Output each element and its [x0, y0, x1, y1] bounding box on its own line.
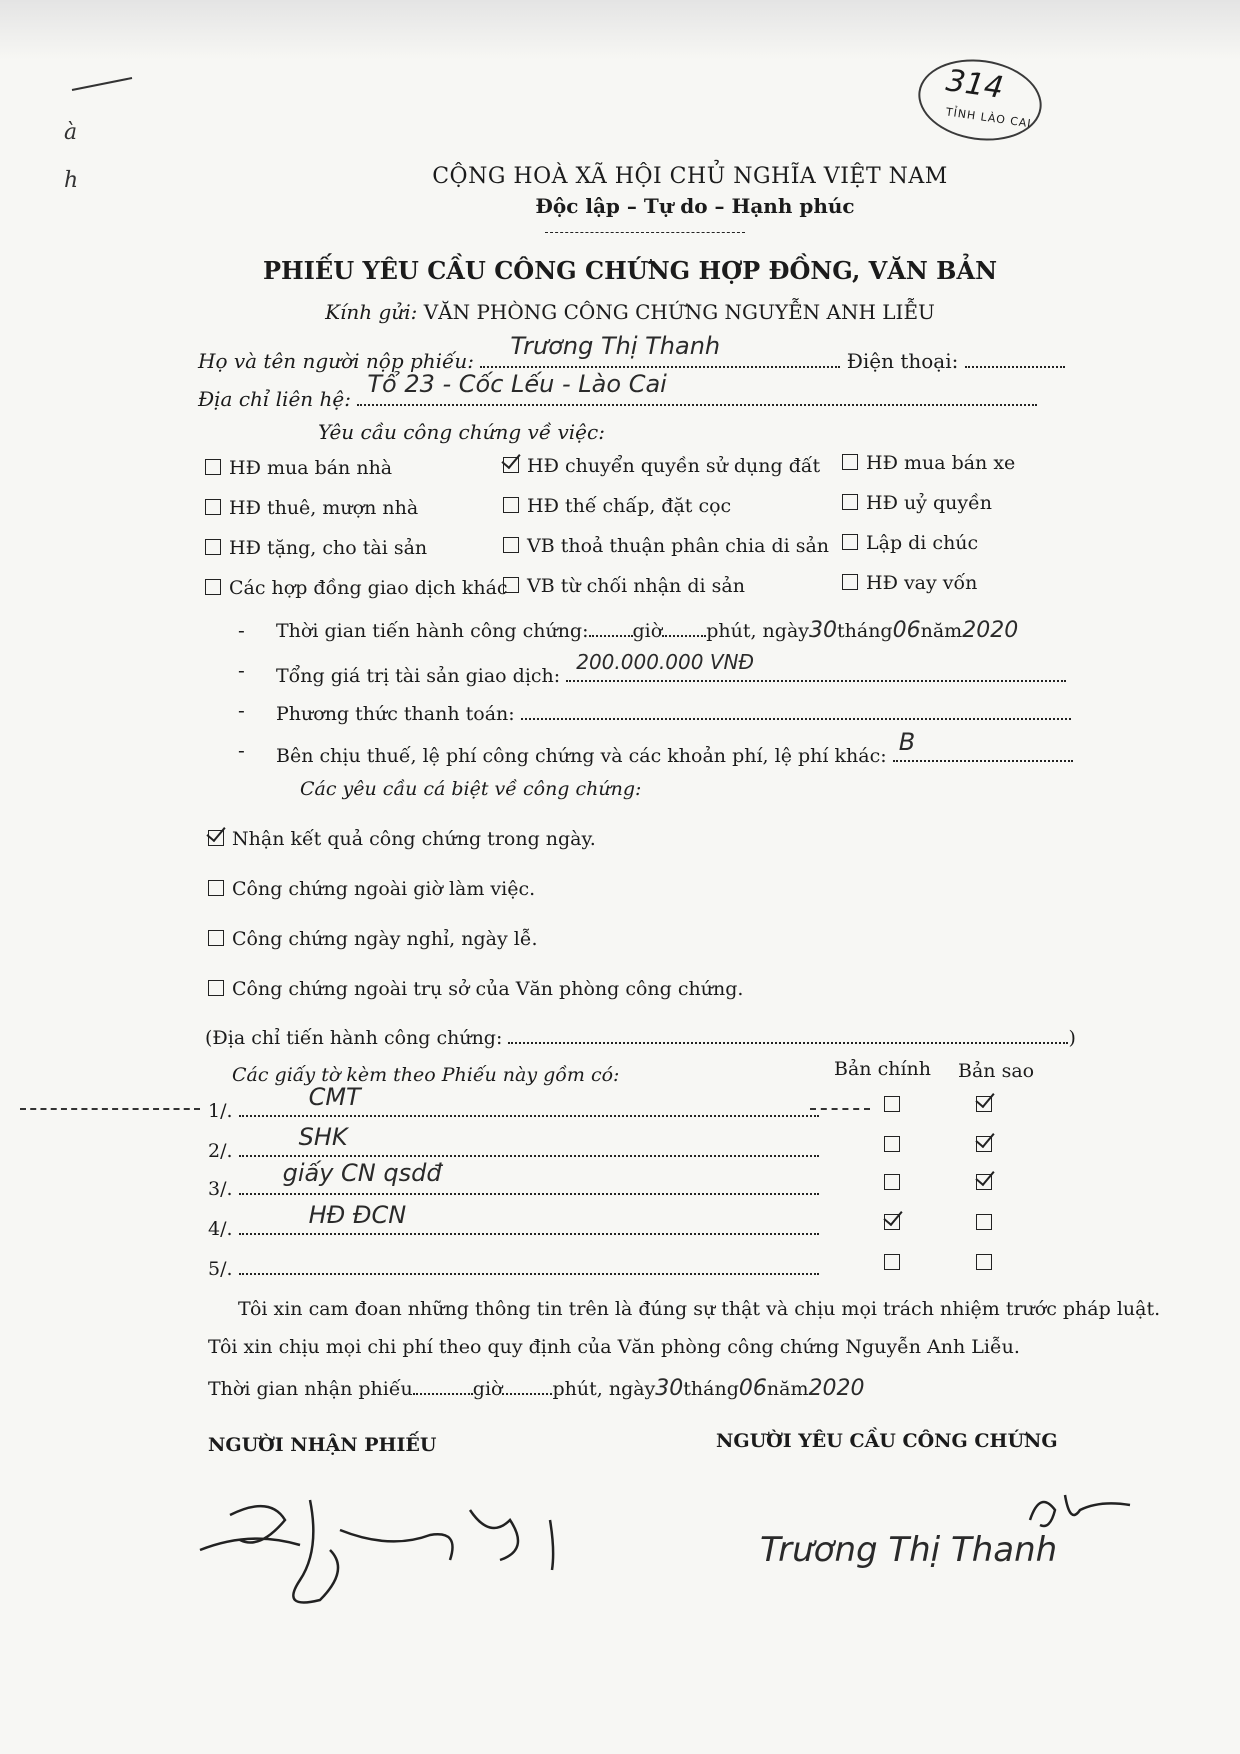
scan-shadow	[0, 0, 1240, 60]
option-label: Nhận kết quả công chứng trong ngày.	[232, 828, 596, 850]
request-option-2[interactable]	[842, 452, 1015, 474]
special-option-1[interactable]	[208, 878, 535, 900]
request-option-7[interactable]	[503, 535, 829, 557]
payment-row	[276, 698, 1071, 725]
declaration-line-1: Tôi xin cam đoan những thông tin trên là đúng sự thật và chịu mọi trách nhiệm trước pháp luật.	[238, 1298, 1161, 1320]
minute-field[interactable]	[662, 635, 706, 637]
special-option-0[interactable]	[208, 828, 596, 850]
checkbox-checked[interactable]	[503, 457, 519, 473]
option-label: HĐ mua bán nhà	[229, 457, 393, 479]
checkbox[interactable]	[842, 574, 858, 590]
option-label: HĐ thế chấp, đặt cọc	[527, 495, 732, 517]
option-label: HĐ thuê, mượn nhà	[229, 497, 419, 519]
option-label: HĐ chuyển quyền sử dụng đất	[527, 455, 821, 477]
special-option-2[interactable]	[208, 928, 538, 950]
special-address-field[interactable]	[508, 1022, 1068, 1044]
attachment-value: HĐ ĐCN	[308, 1201, 407, 1229]
recipient-line	[0, 300, 1240, 324]
option-label: VB từ chối nhận di sản	[527, 575, 745, 597]
checkbox[interactable]	[205, 579, 221, 595]
motto: Độc lập – Tự do – Hạnh phúc	[535, 194, 855, 218]
attachment-row-1	[208, 1083, 819, 1122]
fee-row	[276, 728, 1073, 767]
attachment-index: 5/.	[208, 1258, 233, 1280]
value-value: 200.000.000 VNĐ	[576, 650, 754, 674]
attachment-1-copy-checkbox[interactable]	[976, 1096, 992, 1112]
payment-label: Phương thức thanh toán:	[276, 703, 515, 725]
receiver-signature	[190, 1490, 570, 1640]
checkbox[interactable]	[503, 497, 519, 513]
office-stamp	[913, 52, 1047, 148]
request-option-3[interactable]	[205, 497, 418, 519]
address-row	[198, 370, 1037, 411]
checkbox[interactable]	[503, 537, 519, 553]
scan-artifact-dash	[20, 1108, 200, 1110]
attachment-index: 1/.	[208, 1100, 233, 1122]
bullet-dash: -	[238, 618, 245, 642]
request-option-10[interactable]	[503, 575, 745, 597]
checkbox-checked[interactable]	[208, 830, 224, 846]
receipt-year-label: năm	[766, 1378, 809, 1400]
request-option-6[interactable]	[205, 537, 427, 559]
request-option-4[interactable]	[503, 495, 731, 517]
special-address-row: (Địa chỉ tiến hành công chứng: )	[205, 1022, 1076, 1049]
checkbox[interactable]	[208, 930, 224, 946]
col-original-header: Bản chính	[834, 1058, 931, 1080]
attachment-row-5	[208, 1253, 819, 1280]
option-label: Công chứng ngày nghỉ, ngày lễ.	[232, 928, 538, 950]
request-option-9[interactable]	[205, 577, 508, 599]
option-label: Lập di chúc	[866, 532, 979, 554]
month-label: tháng	[837, 620, 893, 642]
attachment-5-original-checkbox[interactable]	[884, 1254, 900, 1270]
value-field[interactable]	[566, 650, 1066, 682]
fee-label: Bên chịu thuế, lệ phí công chứng và các khoản phí, lệ phí khác:	[276, 745, 887, 767]
year-label: năm	[920, 620, 963, 642]
attachment-4-copy-checkbox[interactable]	[976, 1214, 992, 1230]
margin-mark-a: à	[64, 120, 78, 145]
option-label: Các hợp đồng giao dịch khác	[229, 577, 508, 599]
checkbox[interactable]	[205, 539, 221, 555]
fee-field[interactable]	[893, 728, 1073, 762]
attachment-value: CMT	[308, 1083, 361, 1111]
option-label: HĐ uỷ quyền	[866, 492, 993, 514]
checkbox[interactable]	[842, 454, 858, 470]
checkbox[interactable]	[503, 577, 519, 593]
request-heading: Yêu cầu công chứng về việc:	[318, 420, 605, 444]
attachment-value: SHK	[298, 1123, 348, 1151]
option-label: HĐ tặng, cho tài sản	[229, 537, 428, 559]
receipt-label: Thời gian nhận phiếu	[208, 1378, 413, 1400]
year-value[interactable]: 2020	[962, 618, 1019, 643]
stamp-ring-text: TỈNH LÀO CAI	[945, 105, 1033, 131]
receipt-minute-label: phút, ngày	[552, 1378, 656, 1400]
receiver-title: NGƯỜI NHẬN PHIẾU	[208, 1434, 437, 1456]
checkbox[interactable]	[205, 499, 221, 515]
attachment-row-3	[208, 1159, 819, 1200]
attachment-index: 2/.	[208, 1140, 233, 1162]
value-row	[276, 650, 1066, 687]
address-value: Tổ 23 - Cốc Lếu - Lào Cai	[367, 370, 667, 398]
checkbox[interactable]	[208, 880, 224, 896]
stamp-number: 314	[943, 63, 1006, 106]
attachment-index: 4/.	[208, 1218, 233, 1240]
request-option-5[interactable]	[842, 492, 992, 514]
fee-value: B	[898, 728, 916, 756]
attachment-1-original-checkbox[interactable]	[884, 1096, 900, 1112]
request-option-1[interactable]	[503, 455, 820, 477]
attachment-row-4	[208, 1201, 819, 1240]
option-label: Công chứng ngoài giờ làm việc.	[232, 878, 536, 900]
attachment-value: giấy CN qsdđ	[282, 1159, 442, 1187]
attachment-field[interactable]	[239, 1201, 819, 1235]
receipt-hour-field[interactable]	[413, 1393, 473, 1395]
applicant-name-label: Họ và tên người nộp phiếu:	[198, 349, 474, 373]
attachment-5-copy-checkbox[interactable]	[976, 1254, 992, 1270]
option-label: HĐ vay vốn	[866, 572, 978, 594]
attachment-index: 3/.	[208, 1178, 233, 1200]
bullet-dash: -	[238, 738, 245, 762]
receipt-year-value[interactable]: 2020	[808, 1376, 865, 1401]
request-option-8[interactable]	[842, 532, 978, 554]
header-divider	[545, 232, 745, 233]
declaration-line-2: Tôi xin chịu mọi chi phí theo quy định của Văn phòng công chứng Nguyễn Anh Liễu.	[208, 1336, 1020, 1358]
special-option-3[interactable]	[208, 978, 743, 1000]
special-address-label: (Địa chỉ tiến hành công chứng:	[205, 1027, 503, 1049]
bullet-dash: -	[238, 658, 245, 682]
form-title: PHIẾU YÊU CẦU CÔNG CHỨNG HỢP ĐỒNG, VĂN BẢN	[262, 256, 998, 285]
day-value[interactable]: 30	[809, 618, 837, 643]
receipt-hour-label: giờ	[472, 1378, 503, 1400]
receipt-day-value[interactable]: 30	[655, 1376, 684, 1401]
requester-signature-name: Trương Thị Thanh	[760, 1530, 1058, 1570]
recipient-name: VĂN PHÒNG CÔNG CHỨNG NGUYỄN ANH LIỄU	[423, 300, 935, 324]
address-field[interactable]	[357, 370, 1037, 406]
attachment-field[interactable]	[239, 1253, 819, 1275]
bullet-dash: -	[238, 698, 245, 722]
checkbox[interactable]	[842, 494, 858, 510]
receipt-time-row	[208, 1376, 865, 1401]
phone-label: Điện thoại:	[846, 349, 959, 373]
request-option-0[interactable]	[205, 457, 392, 479]
request-option-11[interactable]	[842, 572, 977, 594]
recipient-label: Kính gửi:	[325, 300, 418, 324]
month-value[interactable]: 06	[892, 618, 921, 643]
applicant-name-row	[198, 332, 1065, 373]
receipt-month-label: tháng	[683, 1378, 739, 1400]
time-row	[276, 618, 1018, 643]
phone-field[interactable]	[965, 346, 1065, 368]
attachment-row-2	[208, 1123, 819, 1162]
attachment-2-copy-checkbox[interactable]	[976, 1136, 992, 1152]
time-label: Thời gian tiến hành công chứng:	[276, 620, 589, 642]
margin-mark-h: h	[64, 168, 79, 193]
applicant-name-value: Trương Thị Thanh	[510, 332, 721, 360]
checkbox[interactable]	[205, 459, 221, 475]
minute-label: phút, ngày	[706, 620, 809, 642]
hour-field[interactable]	[589, 635, 633, 637]
attachment-field[interactable]	[239, 1123, 819, 1157]
applicant-name-field[interactable]	[480, 332, 840, 368]
option-label: Công chứng ngoài trụ sở của Văn phòng công chứng.	[232, 978, 744, 1000]
margin-scribble	[62, 70, 142, 100]
attachment-field[interactable]	[239, 1159, 819, 1195]
receipt-month-value[interactable]: 06	[738, 1376, 767, 1401]
attachment-2-original-checkbox[interactable]	[884, 1136, 900, 1152]
attachment-4-original-checkbox[interactable]	[884, 1214, 900, 1230]
value-label: Tổng giá trị tài sản giao dịch:	[276, 665, 561, 687]
payment-field[interactable]	[521, 698, 1071, 720]
option-label: HĐ mua bán xe	[866, 452, 1016, 474]
attachments-heading: Các giấy tờ kèm theo Phiếu này gồm có:	[232, 1064, 620, 1086]
hour-label: giờ	[632, 620, 663, 642]
special-heading: Các yêu cầu cá biệt về công chứng:	[300, 778, 642, 800]
attachment-3-copy-checkbox[interactable]	[976, 1174, 992, 1190]
col-copy-header: Bản sao	[958, 1060, 1035, 1082]
nation-heading: CỘNG HOÀ XÃ HỘI CHỦ NGHĨA VIỆT NAM	[432, 164, 948, 189]
address-label: Địa chỉ liên hệ:	[198, 387, 351, 411]
requester-title: NGƯỜI YÊU CẦU CÔNG CHỨNG	[716, 1430, 1058, 1452]
attachment-3-original-checkbox[interactable]	[884, 1174, 900, 1190]
receipt-minute-field[interactable]	[502, 1393, 552, 1395]
checkbox[interactable]	[842, 534, 858, 550]
attachment-field[interactable]	[239, 1083, 819, 1117]
checkbox[interactable]	[208, 980, 224, 996]
option-label: VB thoả thuận phân chia di sản	[527, 535, 830, 557]
scan-artifact-dash	[810, 1108, 870, 1110]
